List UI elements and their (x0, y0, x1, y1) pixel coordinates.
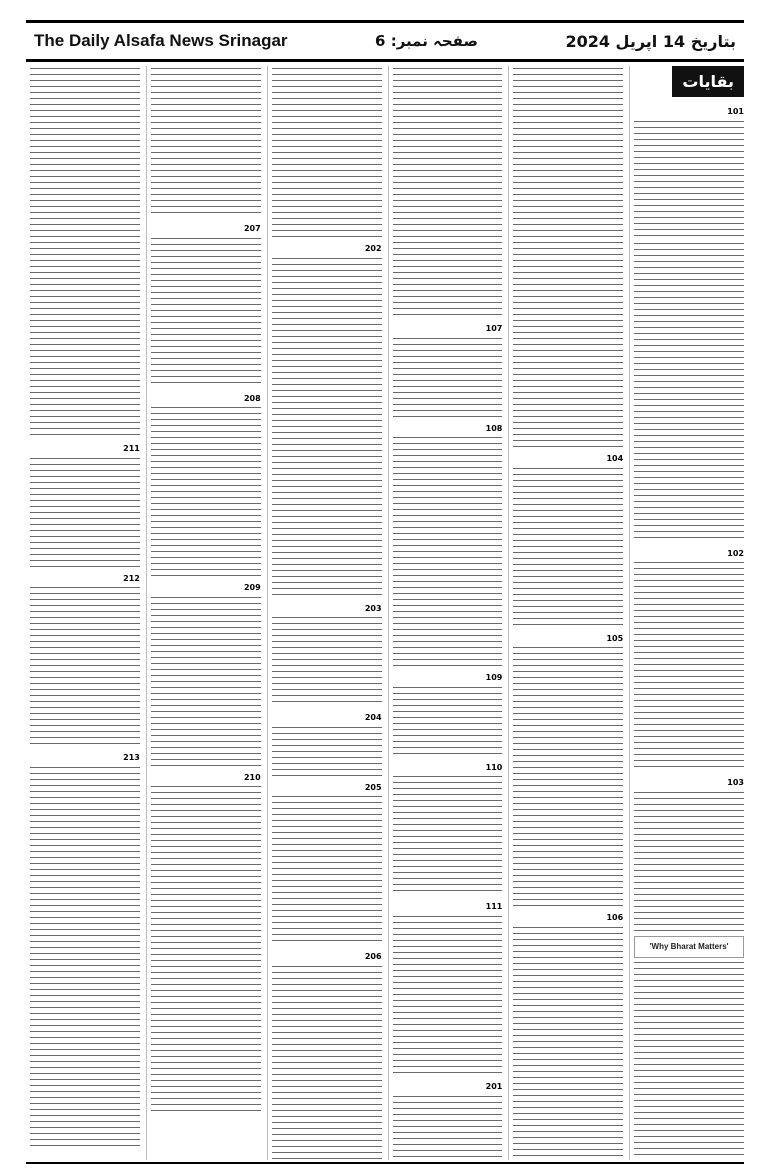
item-number: 206 (364, 952, 382, 962)
text-block (151, 786, 261, 1116)
item-number: 102 (727, 548, 744, 558)
column-1 (629, 66, 744, 1160)
section-title: بقایات (672, 66, 744, 97)
text-block (272, 68, 382, 238)
item-number: 106 (606, 913, 624, 923)
text-block (634, 792, 744, 932)
item-number: 205 (364, 782, 382, 792)
item-number: 209 (243, 583, 261, 593)
text-block (393, 437, 503, 667)
text-block (272, 796, 382, 946)
text-block (272, 617, 382, 707)
text-block (513, 927, 623, 1157)
item-number: 110 (485, 762, 503, 772)
book-title-quote: 'Why Bharat Matters' (634, 936, 744, 958)
text-block (634, 121, 744, 241)
text-block (30, 68, 140, 438)
item-number: 105 (606, 633, 624, 643)
text-block (393, 1096, 503, 1160)
page-number-label: صفحہ نمبر: 6 (375, 32, 478, 50)
item-number: 107 (485, 324, 503, 333)
column-4 (267, 66, 382, 1160)
text-block (272, 966, 382, 1160)
date-label: بتاریخ 14 اپریل 2024 (565, 31, 736, 51)
item-number: 212 (123, 573, 140, 583)
item-number: 201 (485, 1081, 503, 1091)
item-number: 211 (123, 444, 140, 453)
item-number: 101 (727, 107, 744, 117)
column-2 (508, 66, 623, 1160)
text-block (393, 68, 503, 318)
item-number: 202 (364, 244, 382, 253)
item-number: 111 (485, 902, 503, 912)
text-block (151, 238, 261, 388)
text-block (272, 727, 382, 777)
paper-name: The Daily Alsafa News Srinagar (34, 31, 288, 50)
item-number: 204 (364, 713, 382, 723)
item-number: 108 (485, 423, 503, 433)
text-block (393, 687, 503, 757)
article-columns (26, 66, 744, 1160)
text-block (30, 458, 140, 568)
column-6 (26, 66, 140, 1160)
text-block (634, 243, 744, 543)
text-block (513, 468, 623, 628)
text-block (393, 338, 503, 418)
text-block (30, 767, 140, 1147)
item-number: 104 (606, 454, 624, 463)
text-block (513, 68, 623, 448)
item-number: 207 (243, 224, 261, 233)
footer-rule (26, 1162, 744, 1164)
item-number: 109 (485, 673, 503, 683)
text-block (272, 258, 382, 598)
text-block (393, 916, 503, 1076)
text-block (513, 647, 623, 907)
text-block (393, 776, 503, 896)
column-5 (146, 66, 261, 1160)
text-block (634, 562, 744, 772)
text-block (634, 962, 744, 1160)
column-3 (388, 66, 503, 1160)
item-number: 210 (243, 772, 261, 782)
item-number: 203 (364, 603, 382, 613)
text-block (151, 407, 261, 577)
item-number: 208 (243, 393, 261, 403)
masthead (26, 20, 744, 62)
text-block (151, 597, 261, 767)
item-number: 103 (727, 778, 744, 788)
item-number: 213 (123, 753, 140, 763)
text-block (151, 68, 261, 218)
text-block (30, 587, 140, 747)
